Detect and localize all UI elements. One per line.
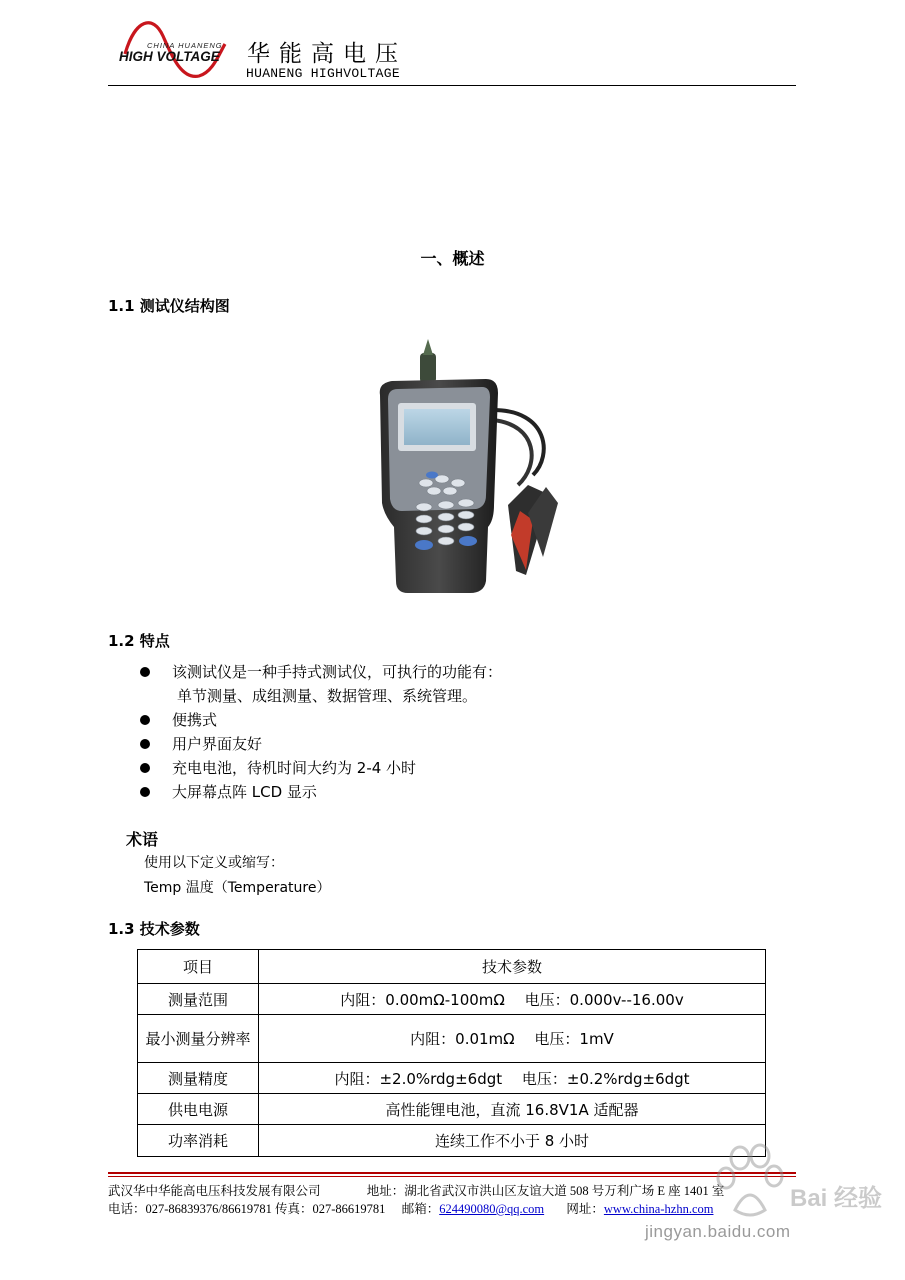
footer-company: 武汉华中华能高电压科技发展有限公司 — [108, 1184, 321, 1198]
bullet-icon — [140, 667, 150, 677]
feature-list — [140, 660, 780, 804]
footer-web-link[interactable]: www.china-hzhn.com — [603, 1202, 714, 1216]
spec-table — [137, 949, 766, 1157]
logo-text-top: CHINA HUANENG — [147, 41, 223, 50]
table-cell-item: 最小测量分辨率 — [138, 1015, 259, 1063]
terms-item: Temp 温度（Temperature） — [144, 880, 331, 896]
chapter-title: 一、概述 — [420, 249, 485, 268]
logo-text-main: HIGH VOLTAGE — [119, 49, 220, 64]
header-company-cn: 华能高电压 — [247, 41, 407, 67]
company-logo — [115, 14, 233, 86]
section-heading-1-3: 1.3 技术参数 — [108, 920, 200, 938]
list-item — [140, 780, 780, 804]
bullet-icon — [140, 787, 150, 797]
list-item — [140, 756, 780, 780]
feature-text: 该测试仪是一种手持式测试仪，可执行的功能有： — [172, 663, 503, 681]
section-heading-1-2: 1.2 特点 — [108, 632, 170, 650]
header-divider — [108, 85, 796, 86]
section-heading-1-1: 1.1 测试仪结构图 — [108, 297, 230, 315]
footer-phone: 电话：027-86839376/86619781 — [108, 1202, 272, 1216]
table-cell-item: 测量范围 — [138, 984, 259, 1015]
footer-email-label: 邮箱： — [401, 1202, 440, 1216]
footer-email-link[interactable]: 624490080@qq.com — [439, 1202, 545, 1216]
feature-text: 便携式 — [172, 711, 218, 729]
table-cell-item: 供电电源 — [138, 1094, 259, 1125]
tester-device-image — [368, 335, 568, 597]
table-header-cell: 技术参数 — [259, 950, 766, 984]
feature-text: 大屏幕点阵 LCD 显示 — [172, 783, 317, 801]
table-row — [138, 1094, 766, 1125]
bullet-icon — [140, 763, 150, 773]
list-item — [140, 660, 780, 708]
footer-web-label: 网址： — [566, 1202, 604, 1216]
footer-line-2 — [108, 1199, 713, 1217]
table-cell-item: 测量精度 — [138, 1063, 259, 1094]
footer-address: 地址：湖北省武汉市洪山区友谊大道 508 号万利广场 E 座 1401 室 — [366, 1184, 725, 1198]
table-row — [138, 1015, 766, 1063]
bullet-icon — [140, 715, 150, 725]
table-row — [138, 984, 766, 1015]
table-cell-value: 内阻：0.01mΩ 电压：1mV — [259, 1015, 766, 1063]
table-cell-value: 内阻：0.00mΩ-100mΩ 电压：0.000v--16.00v — [259, 984, 766, 1015]
footer-line-1 — [108, 1181, 724, 1199]
feature-text-continued: 单节测量、成组测量、数据管理、系统管理。 — [177, 687, 478, 705]
table-row — [138, 1063, 766, 1094]
table-cell-item: 功率消耗 — [138, 1125, 259, 1157]
table-header-cell: 项目 — [138, 950, 259, 984]
bullet-icon — [140, 739, 150, 749]
table-cell-value: 内阻：±2.0%rdg±6dgt 电压：±0.2%rdg±6dgt — [259, 1063, 766, 1094]
footer-fax: 传真：027-86619781 — [275, 1202, 386, 1216]
feature-text: 用户界面友好 — [172, 735, 263, 753]
watermark-brand: Bai 经验 — [790, 1185, 883, 1212]
feature-text: 充电电池，待机时间大约为 2-4 小时 — [172, 759, 417, 777]
terms-intro: 使用以下定义或缩写： — [144, 855, 284, 871]
table-cell-value: 高性能锂电池，直流 16.8V1A 适配器 — [259, 1094, 766, 1125]
header-company-en: HUANENG HIGHVOLTAGE — [246, 66, 400, 81]
watermark-url: jingyan.baidu.com — [645, 1222, 791, 1241]
table-header-row — [138, 950, 766, 984]
terms-heading: 术语 — [126, 830, 159, 849]
table-cell-value: 连续工作不小于 8 小时 — [259, 1125, 766, 1157]
list-item — [140, 708, 780, 732]
list-item — [140, 732, 780, 756]
